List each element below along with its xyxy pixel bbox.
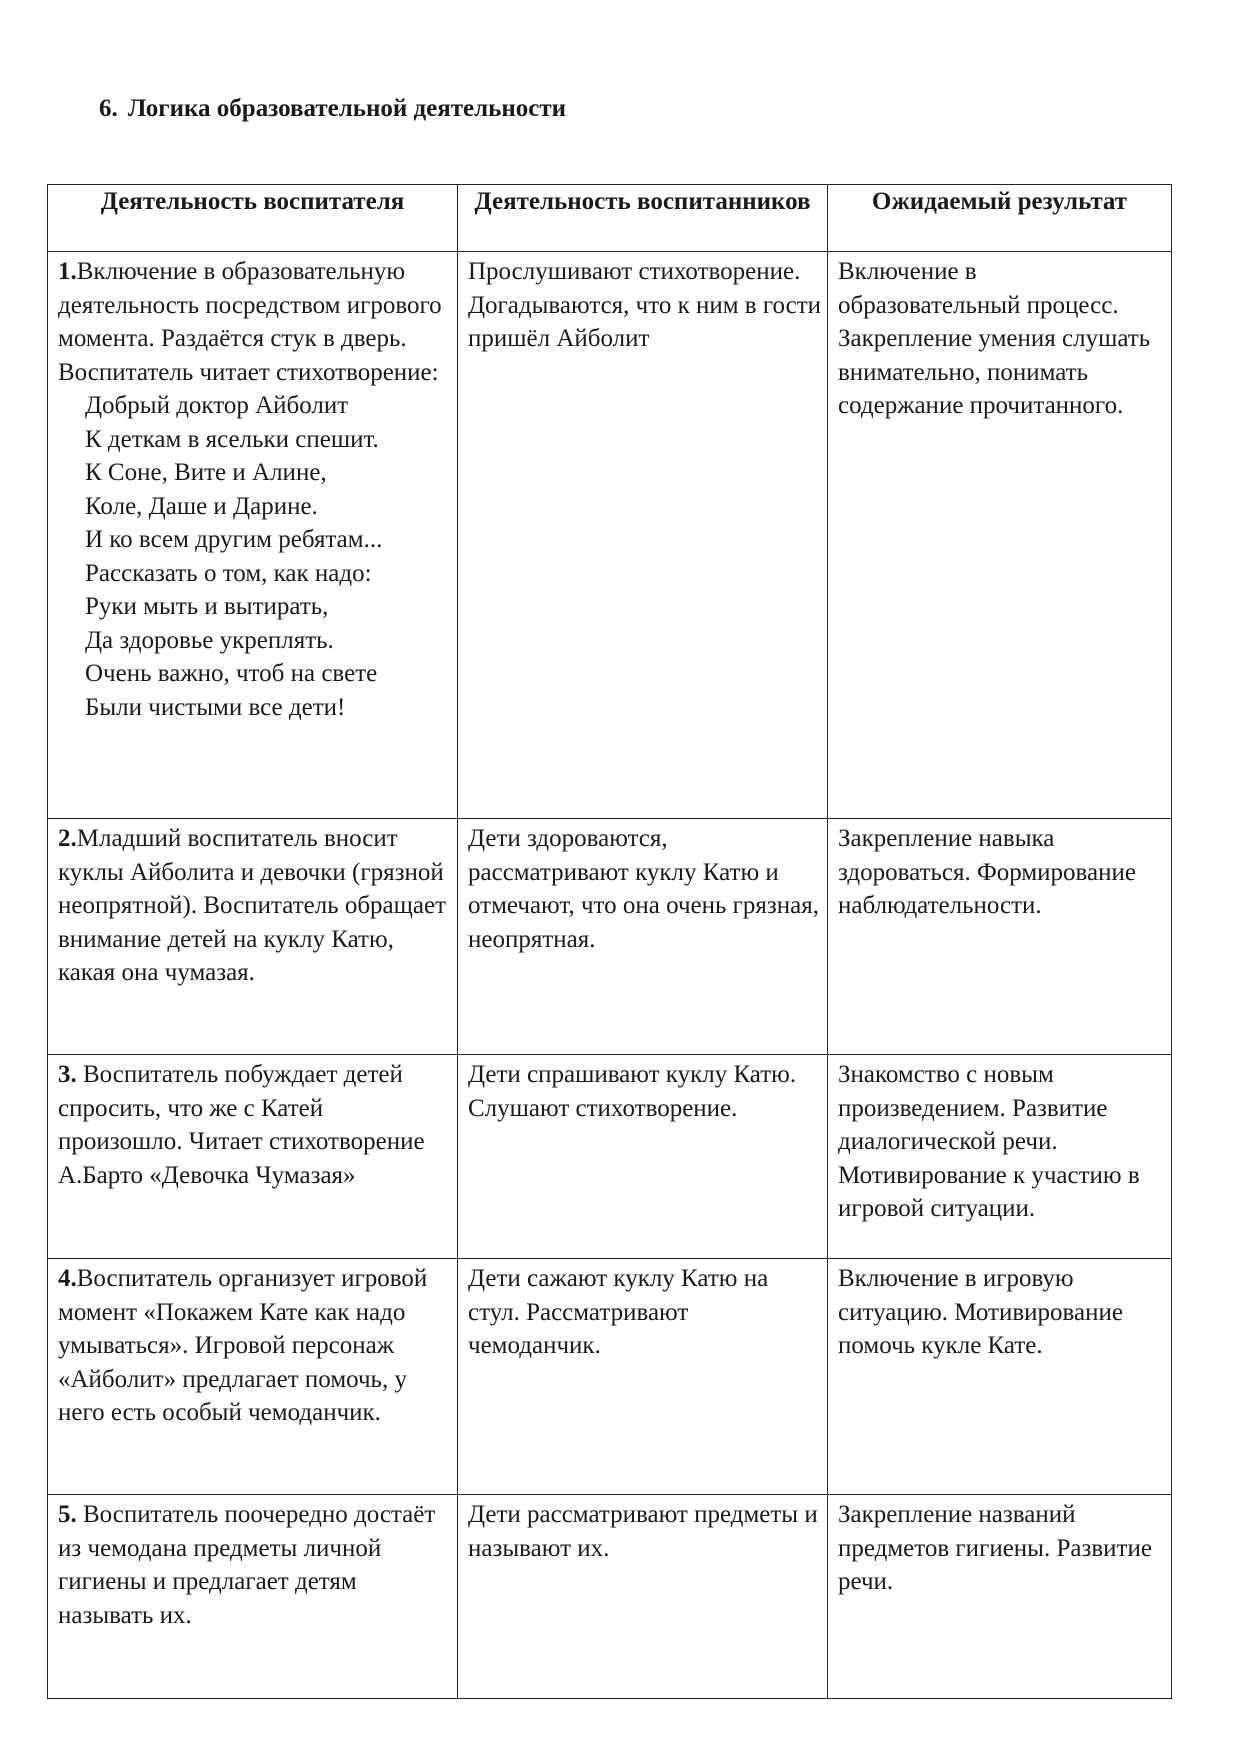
poem-line: Да здоровье укреплять.	[85, 626, 334, 654]
poem-line: Руки мыть и вытирать,	[85, 593, 329, 620]
teacher-cell	[48, 252, 458, 819]
section-number: 6.	[99, 95, 118, 122]
header-children-activity: Деятельность воспитанников	[458, 185, 828, 252]
children-cell: Дети спрашивают куклу Катю. Слушают стихотворение.	[458, 1055, 828, 1259]
poem-line: К Соне, Вите и Алине,	[85, 459, 327, 486]
step-number: 5.	[58, 1501, 77, 1528]
poem-line: Рассказать о том, как надо:	[85, 559, 372, 587]
result-cell: Включение в образовательный процесс. Закрепление умения слушать внимательно, понимать содержание прочитанного.	[828, 252, 1172, 819]
table-row	[48, 1495, 1172, 1699]
teacher-text: Младший воспитатель вносит куклы Айболита и девочки (грязной неопрятной). Воспитатель обращает внимание детей на куклу Катю, какая она чумазая.	[58, 825, 447, 986]
activity-table	[47, 184, 1172, 1699]
step-number: 4.	[58, 1265, 77, 1292]
teacher-cell	[48, 1259, 458, 1495]
section-heading	[99, 94, 566, 124]
poem-line: Были чистыми все дети!	[85, 693, 346, 721]
poem-line: К деткам в ясельки спешит.	[85, 425, 379, 453]
poem-line: Добрый доктор Айболит	[85, 392, 349, 419]
result-cell: Включение в игровую ситуацию. Мотивирование помочь кукле Кате.	[828, 1259, 1172, 1495]
teacher-text: Воспитатель поочередно достаёт из чемодана предметы личной гигиены и предлагает детям называть их.	[58, 1501, 436, 1629]
poem-line: И ко всем другим ребятам...	[85, 526, 383, 553]
step-number: 1.	[58, 258, 77, 285]
result-cell: Знакомство с новым произведением. Развитие диалогической речи. Мотивирование к участию в игровой ситуации.	[828, 1055, 1172, 1259]
table-row	[48, 819, 1172, 1055]
poem-line: Коле, Даше и Дарине.	[85, 492, 318, 520]
children-cell: Дети сажают куклу Катю на стул. Рассматривают чемоданчик.	[458, 1259, 828, 1495]
children-cell: Дети рассматривают предметы и называют их.	[458, 1495, 828, 1699]
table-row	[48, 252, 1172, 819]
step-number: 2.	[58, 825, 77, 852]
section-title: Логика образовательной деятельности	[127, 95, 567, 122]
children-cell: Дети здороваются, рассматривают куклу Катю и отмечают, что она очень грязная, неопрятная.	[458, 819, 828, 1055]
result-cell: Закрепление названий предметов гигиены. Развитие речи.	[828, 1495, 1172, 1699]
result-cell: Закрепление навыка здороваться. Формирование наблюдательности.	[828, 819, 1172, 1055]
poem-line: Очень важно, чтоб на свете	[85, 660, 378, 687]
teacher-cell	[48, 1055, 458, 1259]
table-row	[48, 1259, 1172, 1495]
teacher-text: Воспитатель организует игровой момент «Покажем Кате как надо умываться». Игровой персонаж «Айболит» предлагает помочь, у него есть особый чемоданчик.	[58, 1265, 428, 1426]
step-number: 3.	[58, 1061, 77, 1088]
teacher-cell	[48, 819, 458, 1055]
table-row	[48, 1055, 1172, 1259]
teacher-cell	[48, 1495, 458, 1699]
table-header-row	[48, 185, 1172, 252]
header-teacher-activity: Деятельность воспитателя	[48, 185, 458, 252]
children-cell: Прослушивают стихотворение. Догадываются, что к ним в гости пришёл Айболит	[458, 252, 828, 819]
teacher-text: Воспитатель побуждает детей спросить, что же с Катей произошло. Читает стихотворение А.Барто «Девочка Чумазая»	[58, 1061, 425, 1189]
teacher-text: Включение в образовательную деятельность посредством игрового момента. Раздаётся стук в дверь. Воспитатель читает стихотворение:	[58, 258, 442, 386]
header-expected-result: Ожидаемый результат	[828, 185, 1172, 252]
